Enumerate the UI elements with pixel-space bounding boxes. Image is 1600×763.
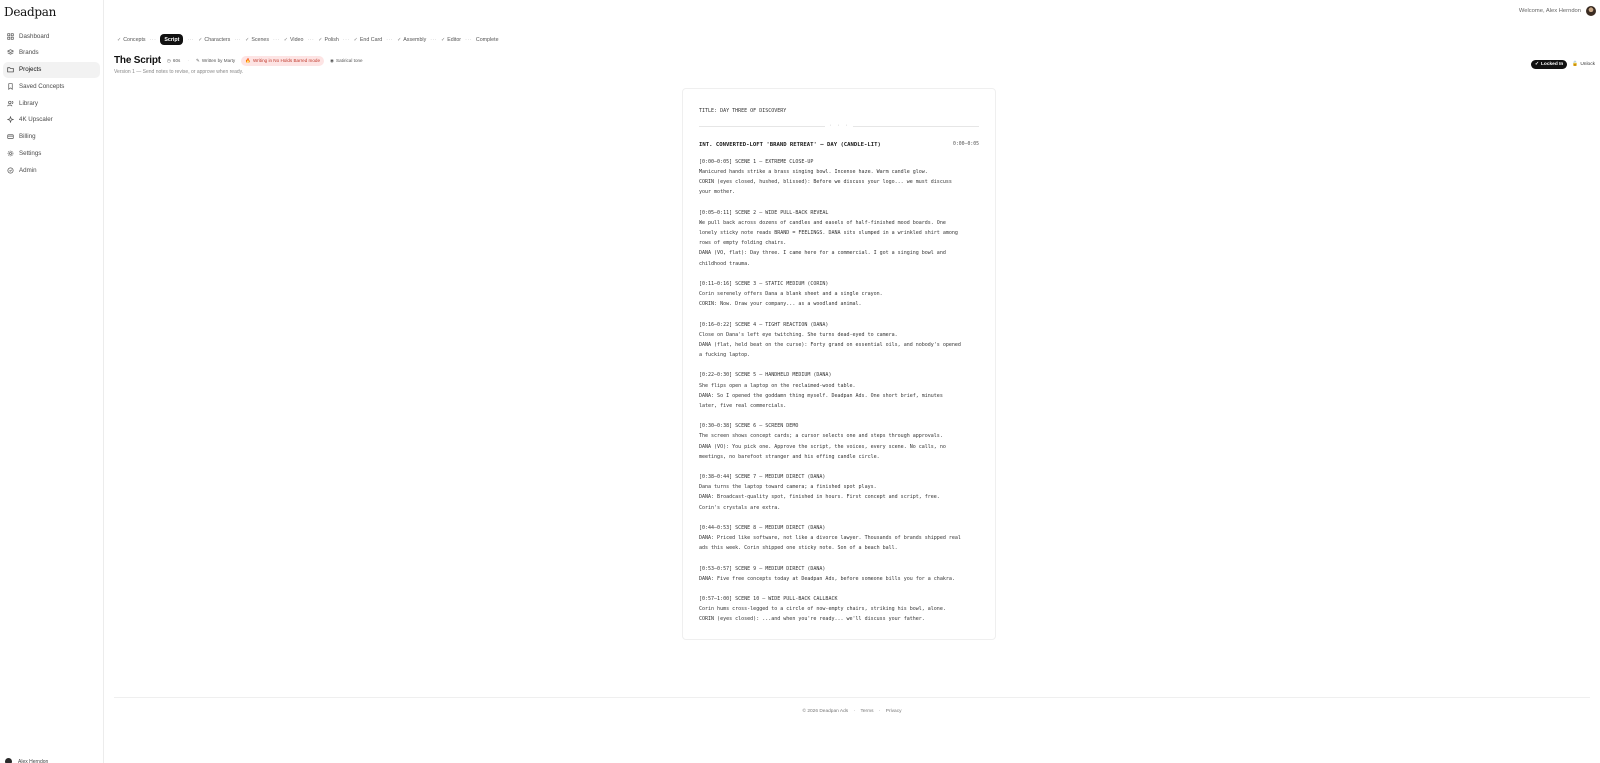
check-icon: ✓ (318, 36, 323, 43)
sidebar-item-4k-upscaler[interactable] (3, 112, 100, 128)
page-header (114, 55, 363, 75)
main-content (104, 0, 1600, 763)
scene-header-line: [0:00–0:05] SCENE 1 – EXTREME CLOSE-UP (699, 159, 814, 165)
sidebar-item-label: Projects (19, 66, 42, 74)
step-separator: ··· (187, 36, 195, 43)
script-line: CORIN (eyes closed, hushed, blissed): Before we discuss your logo... we must discuss (699, 179, 952, 186)
step-assembly[interactable] (397, 35, 426, 45)
slugline: INT. CONVERTED-LOFT 'BRAND RETREAT' – DAY (CANDLE-LIT) (699, 142, 881, 148)
step-separator: ··· (234, 36, 242, 43)
pen-icon: ✎ (196, 57, 200, 63)
script-line: rows of empty folding chairs. (699, 240, 787, 247)
script-line: The screen shows concept cards; a cursor selects one and steps through approvals. (699, 433, 943, 440)
script-scene (699, 320, 979, 361)
step-separator: ··· (386, 36, 394, 43)
step-characters[interactable] (198, 35, 230, 45)
script-scenes (699, 157, 979, 624)
step-scenes[interactable] (245, 35, 269, 45)
script-title-line: TITLE: DAY THREE OF DISCOVERY (699, 108, 787, 114)
writer-meta (196, 58, 235, 64)
script-line: meetings, no barefoot stranger and his effing candle circle. (699, 453, 880, 460)
check-icon: ✓ (198, 36, 203, 43)
scene-header-line: [0:57–1:00] SCENE 10 – WIDE PULL-BACK CALLBACK (699, 596, 838, 602)
check-icon: ✓ (245, 36, 250, 43)
step-label: Concepts (123, 36, 146, 43)
script-card (682, 88, 996, 640)
sidebar-item-label: Brands (19, 49, 39, 57)
gear-icon (6, 150, 14, 158)
step-label: Video (289, 36, 304, 43)
sidebar-item-label: Admin (19, 166, 37, 174)
script-line: DANA: So I opened the goddamn thing myself. Deadpan Ads. One short brief, minutes (699, 392, 943, 399)
script-line: Dana turns the laptop toward camera; a finished spot plays. (699, 484, 877, 491)
step-separator: ··· (149, 36, 157, 43)
script-scene (699, 279, 979, 309)
script-scene (699, 523, 979, 553)
step-label: Script (164, 36, 180, 43)
unlock-label: Unlock (1580, 62, 1595, 67)
sidebar-item-label: Settings (19, 150, 42, 158)
script-line: DANA: Five free concepts today at Deadpan Ads, before someone bills you for a chakra. (699, 575, 955, 582)
check-icon: ✓ (1534, 62, 1539, 67)
sidebar (0, 0, 104, 763)
script-line: ads this week. Corin shipped one sticky note. Son of a beach ball. (699, 545, 898, 552)
scene-header-line: [0:16–0:22] SCENE 4 – TIGHT REACTION (DANA) (699, 321, 829, 328)
page-title: The Script (114, 55, 161, 66)
unlock-button[interactable] (1572, 62, 1595, 67)
scene-header-line: [0:38–0:44] SCENE 7 – MEDIUM DIRECT (DANA) (699, 474, 826, 481)
sidebar-user[interactable] (5, 758, 48, 763)
script-line: She flips open a laptop on the reclaimed-wood table. (699, 382, 856, 389)
step-label: Complete (475, 36, 499, 43)
scene-header-line: [0:22–0:30] SCENE 5 – HANDHELD MEDIUM (DANA) (699, 372, 832, 379)
copyright-text: © 2026 Deadpan Ads (802, 709, 849, 714)
sidebar-item-label: Library (19, 99, 38, 107)
mask-icon: ◉ (330, 57, 335, 63)
step-editor[interactable] (441, 35, 461, 45)
script-line: CORIN: Now. Draw your company... as a woodland animal. (699, 301, 862, 308)
sidebar-item-billing[interactable] (3, 129, 100, 145)
script-line: DANA: Broadcast-quality spot, finished in hours. First concept and script, free. (699, 494, 940, 501)
meta-separator: · (187, 57, 190, 64)
script-line: DANA: Priced like software, not like a divorce lawyer. Thousands of brands shipped real (699, 535, 961, 541)
script-scene (699, 594, 979, 624)
step-end-card[interactable] (354, 35, 383, 45)
page-footer (114, 697, 1590, 714)
script-line: DANA (VO, flat): Day three. I came here for a commercial. I got a singing bowl and (699, 250, 946, 257)
script-line: your mother. (699, 189, 736, 196)
script-scene (699, 157, 979, 198)
footer-sep: · (878, 709, 881, 714)
divider-ornament: · · · (825, 123, 853, 129)
check-icon: ✓ (397, 36, 402, 43)
step-label: Characters (204, 36, 231, 43)
tone-meta (330, 58, 363, 64)
step-separator: ··· (430, 36, 438, 43)
script-line: Corin serenely offers Dana a blank sheet and a single crayon. (699, 291, 883, 298)
sidebar-item-library[interactable] (3, 95, 100, 111)
script-line: later, five real commercials. (699, 402, 787, 409)
bookmark-icon (6, 82, 14, 90)
script-divider (699, 123, 979, 129)
sidebar-nav (0, 28, 103, 178)
unlock-icon: 🔓 (1572, 62, 1579, 67)
privacy-link[interactable]: Privacy (885, 709, 902, 714)
check-icon: ✓ (353, 36, 358, 43)
user-avatar[interactable] (1586, 6, 1596, 16)
sidebar-item-saved-concepts[interactable] (3, 78, 100, 94)
step-script[interactable] (160, 34, 183, 45)
script-scene (699, 208, 979, 269)
sidebar-item-brands[interactable] (3, 45, 100, 61)
step-label: Polish (324, 36, 339, 43)
script-line: Corin's crystals are extra. (699, 504, 781, 511)
sidebar-item-admin[interactable] (3, 162, 100, 178)
step-label: End Card (359, 36, 383, 43)
locked-in-badge (1531, 60, 1567, 69)
tone-value: Satirical tone (336, 58, 363, 63)
step-label: Assembly (403, 36, 427, 43)
script-line: Corin hums cross-legged to a circle of now-empty chairs, striking his bowl, alone. (699, 606, 946, 613)
scene-header-line: [0:30–0:38] SCENE 6 – SCREEN DEMO (699, 423, 799, 430)
step-separator: ··· (307, 36, 315, 43)
step-label: Scenes (251, 36, 269, 43)
step-complete[interactable] (476, 35, 499, 45)
topbar (1519, 6, 1596, 16)
writer-value: Written by Marty (201, 58, 236, 63)
script-line: childhood trauma. (699, 260, 751, 267)
locked-in-label: Locked In (1540, 62, 1564, 67)
users-icon (6, 99, 14, 107)
script-line: a fucking laptop. (699, 352, 751, 359)
layers-icon (6, 49, 14, 57)
check-icon: ✓ (441, 36, 446, 43)
step-label: Editor (447, 36, 462, 43)
check-icon: ✓ (283, 36, 288, 43)
script-line: DANA (VO): You pick one. Approve the script, the voices, every scene. No calls, no (699, 443, 946, 450)
sidebar-item-label: Dashboard (19, 32, 50, 40)
duration-meta (167, 58, 180, 64)
check-icon: ✓ (117, 36, 122, 43)
step-separator: ··· (342, 36, 350, 43)
page-subtitle: Version 1 — Send notes to revise, or approve when ready. (114, 69, 244, 75)
script-line: Close on Dana's left eye twitching. She turns dead-eyed to camera. (699, 331, 898, 338)
footer-sep: · (853, 709, 856, 714)
welcome-text: Welcome, Alex Herndon (1518, 8, 1581, 14)
fire-icon: 🔥 (245, 57, 251, 63)
script-scene (699, 472, 979, 513)
script-scene (699, 564, 979, 584)
sidebar-item-label: 4K Upscaler (19, 116, 53, 124)
sparkle-icon (6, 116, 14, 124)
script-line: CORIN (eyes closed): ...and when you're ready... we'll discuss your father. (699, 616, 925, 623)
clock-icon: ◷ (166, 57, 171, 63)
sidebar-item-dashboard[interactable] (3, 28, 100, 44)
shield-icon (6, 166, 14, 174)
terms-link[interactable]: Terms (860, 709, 874, 714)
scene-header-line: [0:44–0:53] SCENE 8 – MEDIUM DIRECT (DANA) (699, 524, 826, 531)
avatar (5, 758, 12, 763)
step-separator: ··· (272, 36, 280, 43)
app-logo[interactable]: Deadpan (4, 5, 57, 19)
script-line: DANA (flat, held beat on the curse): Forty grand on essential oils, and nobody's opened (699, 341, 961, 348)
folder-icon (6, 66, 14, 74)
script-scene (699, 370, 979, 411)
scene-heading (699, 142, 979, 148)
sidebar-user-name: Alex Herndon (18, 758, 49, 763)
sidebar-item-label: Billing (19, 133, 36, 141)
mode-badge (241, 56, 324, 66)
slugline-timecode: 0:00–0:05 (953, 142, 979, 147)
card-icon (6, 133, 14, 141)
script-line: We pull back across dozens of candles and easels of half-finished mood boards. One (699, 219, 946, 226)
workflow-steps (117, 34, 499, 45)
script-line: Manicured hands strike a brass singing bowl. Incense haze. Warm candle glow. (699, 169, 928, 176)
step-video[interactable] (284, 35, 304, 45)
scene-header-line: [0:53–0:57] SCENE 9 – MEDIUM DIRECT (DANA) (699, 565, 826, 572)
step-separator: ··· (465, 36, 472, 43)
script-actions (1531, 60, 1595, 69)
sidebar-item-settings[interactable] (3, 146, 100, 162)
scene-header-line: [0:11–0:16] SCENE 3 – STATIC MEDIUM (CORIN) (699, 280, 829, 287)
scene-header-line: [0:05–0:11] SCENE 2 – WIDE PULL-BACK REVEAL (699, 209, 829, 216)
sidebar-item-label: Saved Concepts (19, 82, 65, 90)
duration-value: 60s (172, 58, 181, 63)
mode-badge-label: Writing in No Holds Barred mode (252, 58, 321, 63)
grid-icon (6, 32, 14, 40)
step-polish[interactable] (318, 35, 339, 45)
script-scene (699, 421, 979, 462)
step-concepts[interactable] (117, 35, 146, 45)
sidebar-item-projects[interactable] (3, 62, 100, 78)
script-line: lonely sticky note reads BRAND = FEELINGS. DANA sits slumped in a wrinkled shirt among (699, 230, 958, 237)
